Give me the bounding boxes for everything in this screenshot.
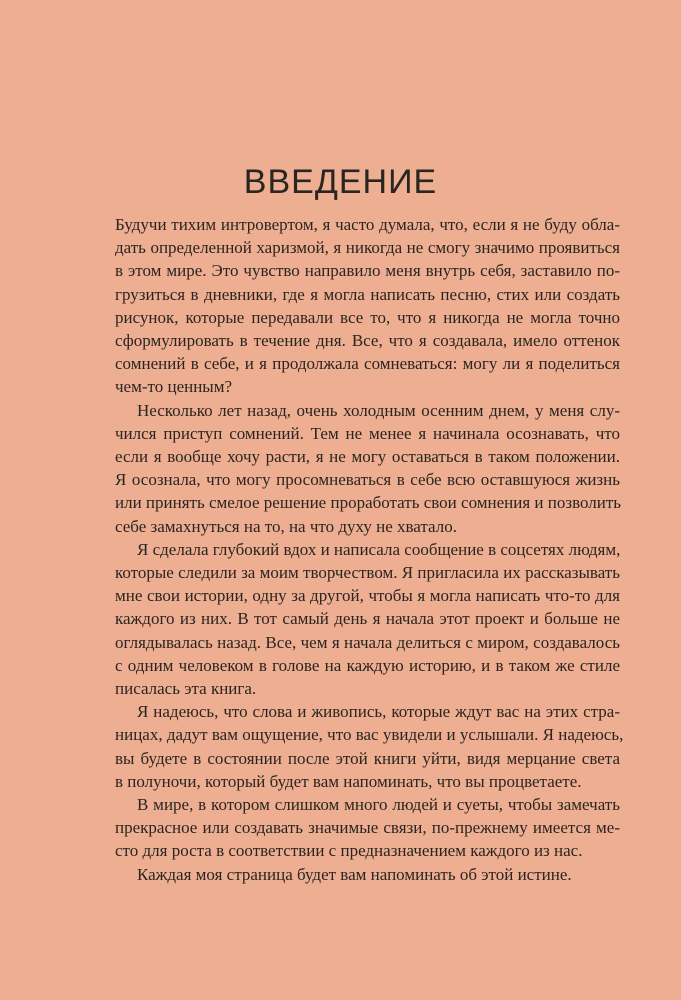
text-line: писалась эта книга.	[115, 679, 257, 699]
text-line: чился приступ сомнений. Тем не менее я начинала осознавать, что	[115, 423, 620, 443]
text-line: Я сделала глубокий вдох и написала сообщение в соцсетях людям,	[137, 539, 621, 559]
paragraph-6	[115, 863, 620, 886]
text-line: Каждая моя страница будет вам напоминать об этой истине.	[137, 864, 572, 884]
text-line: в полуночи, который будет вам напоминать, что вы процветаете.	[115, 771, 582, 791]
text-line: себе замахнуться на то, на что духу не хватало.	[115, 516, 457, 536]
text-line: Несколько лет назад, очень холодным осенним днем, у меня слу-	[137, 400, 620, 420]
text-line: с одним человеком в голове на каждую историю, и в таком же стиле	[115, 655, 620, 675]
chapter-title: ВВЕДЕНИЕ	[243, 163, 438, 201]
text-line: чем-то ценным?	[115, 377, 233, 397]
text-line: мне свои истории, одну за другой, чтобы я могла написать что-то для	[115, 586, 620, 606]
text-line: которые следили за моим творчеством. Я пригласила их рассказывать	[115, 563, 620, 583]
text-line: сформулировать в течение дня. Все, что я создавала, имело оттенок	[115, 331, 620, 351]
text-line: вы будете в состоянии после этой книги уйти, видя мерцание света	[115, 748, 620, 768]
text-line: в этом мире. Это чувство направило меня внутрь себя, заставило по-	[115, 261, 620, 281]
chapter-body	[115, 213, 624, 886]
text-line: каждого из них. В тот самый день я начала этот проект и больше не	[115, 609, 620, 629]
paragraph-3	[115, 538, 620, 700]
text-line: грузиться в дневники, где я могла написать песню, стих или создать	[115, 284, 620, 304]
text-line: или принять смелое решение проработать свои сомнения и позволить	[115, 493, 622, 513]
text-line: дать определенной харизмой, я никогда не смогу значимо проявиться	[115, 238, 620, 258]
paragraph-5	[115, 793, 620, 863]
text-line: Я осознала, что могу просомневаться в себе всю оставшуюся жизнь	[115, 470, 620, 490]
text-line: оглядывалась назад. Все, чем я начала делиться с миром, создавалось	[115, 632, 620, 652]
text-line: прекрасное или создавать значимые связи, по-прежнему имеется ме-	[115, 818, 620, 838]
text-line: Будучи тихим интровертом, я часто думала, что, если я не буду обла-	[115, 215, 620, 234]
text-line: рисунок, которые передавали все то, что я никогда не могла точно	[115, 307, 620, 327]
text-line: если я вообще хочу расти, я не могу оставаться в таком положении.	[115, 447, 620, 467]
text-line: ницах, дадут вам ощущение, что вас увидели и услышали. Я надеюсь,	[115, 725, 624, 745]
text-line: сомнений в себе, и я продолжала сомневаться: могу ли я поделиться	[115, 354, 620, 374]
paragraph-1	[115, 213, 620, 399]
paragraph-4	[115, 700, 624, 793]
text-line: Я надеюсь, что слова и живопись, которые ждут вас на этих стра-	[137, 702, 620, 722]
paragraph-2	[115, 399, 620, 538]
text-line: В мире, в котором слишком много людей и суеты, чтобы замечать	[137, 795, 620, 815]
text-line: сто для роста в соответствии с предназначением каждого из нас.	[115, 841, 583, 861]
